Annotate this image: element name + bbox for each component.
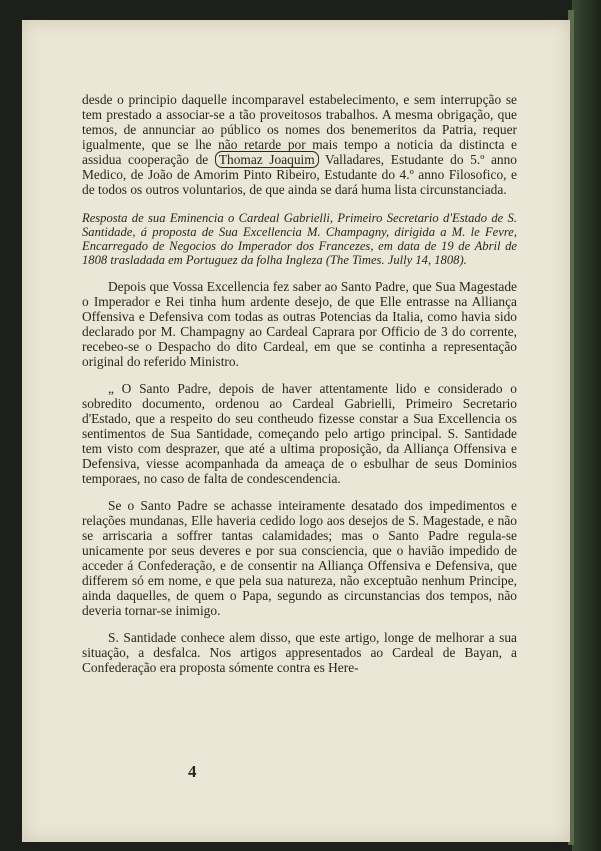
spacer (82, 267, 517, 279)
intro-text: desde o principio daquelle incomparavel estabelecimento, e sem interrupção se tem prestado a associar-se a tão proveitosos trabalhos. A mesma obrigação, que temos, de annunciar ao público os nomes dos benemeritos da Patria, requer igualmente, que se lhe não retarde por mais tempo a noticia da distincta e assidua cooperação de (82, 92, 517, 167)
circled-name: Thomaz Joaquim (215, 151, 319, 168)
paragraph-2: „ O Santo Padre, depois de haver attentamente lido e considerado o sobredito documento, ordenou ao Cardeal Gabrielli, Primeiro Secretario d'Estado, que a respeito do seu contheudo fizesse constar a Sua Excellencia os sentimentos de Sua Santidade, começando pelo artigo principal. S. Santidade tem visto com desprazer, que até a ultima proposição, da Alliança Offensiva e Defensiva, viesse acompanhada da ameaça de o esbulhar de seus Dominios temporaes, no caso de falta de condescendencia. (82, 381, 517, 486)
spacer (82, 618, 517, 630)
paragraph-3: Se o Santo Padre se achasse inteiramente desatado dos impedimentos e relações mundanas, Elle haveria cedido logo aos desejos de S. Magestade, e não se arriscaria a soffrer tantas calamidades; mas o Santo Padre regula-se unicamente por seus deveres e por sua consciencia, que o havião impedido de acceder á Confederação, e de consentir na Alliança Offensiva e Defensiva, que differem só em nome, e que pela sua natureza, não exceptuão nenhum Principe, ainda daquelles, de quem o Papa, segundo as circunstancias dos tempos, não deveria tornar-se inimigo. (82, 498, 517, 618)
page-number: 4 (188, 762, 197, 781)
spacer (82, 486, 517, 498)
paragraph-4: S. Santidade conhece alem disso, que este artigo, longe de melhorar a sua situação, a desfalca. Nos artigos appresentados ao Cardeal de Bayan, a Confederação era proposta sómente contra es Here- (82, 630, 517, 675)
section-heading: Resposta de sua Eminencia o Cardeal Gabrielli, Primeiro Secretario d'Estado de S. Santidade, á proposta de Sua Excellencia M. Champagny, dirigida a M. le Fevre, Encarregado de Negocios do Imperador dos Francezes, em data de 19 de Abril de 1808 trasladada em Portuguez da folha Ingleza (The Times. Jully 14, 1808). (82, 211, 517, 267)
spacer (82, 369, 517, 381)
intro-text-cont: Valladares, Estudante do 5.º anno Medico, de João de Amorim Pinto Ribeiro, Estudante do 4.º anno Filosofico, e de todos os outros voluntarios, de que ainda se dará huma lista circunstanciada. (82, 152, 517, 197)
spacer (82, 197, 517, 211)
page-text (82, 92, 517, 675)
book-spine (572, 0, 601, 851)
intro-paragraph (82, 92, 517, 197)
paragraph-1: Depois que Vossa Excellencia fez saber ao Santo Padre, que Sua Magestade o Imperador e Rei tinha hum ardente desejo, de que Elle entrasse na Alliança Offensiva e Defensiva com todas as outras Potencias da Italia, como havia sido declarado por M. Champagny ao Cardeal Caprara por Officio de 3 do corrente, recebeo-se o Despacho do dito Cardeal, em que se continha a representação original do referido Ministro. (82, 279, 517, 369)
